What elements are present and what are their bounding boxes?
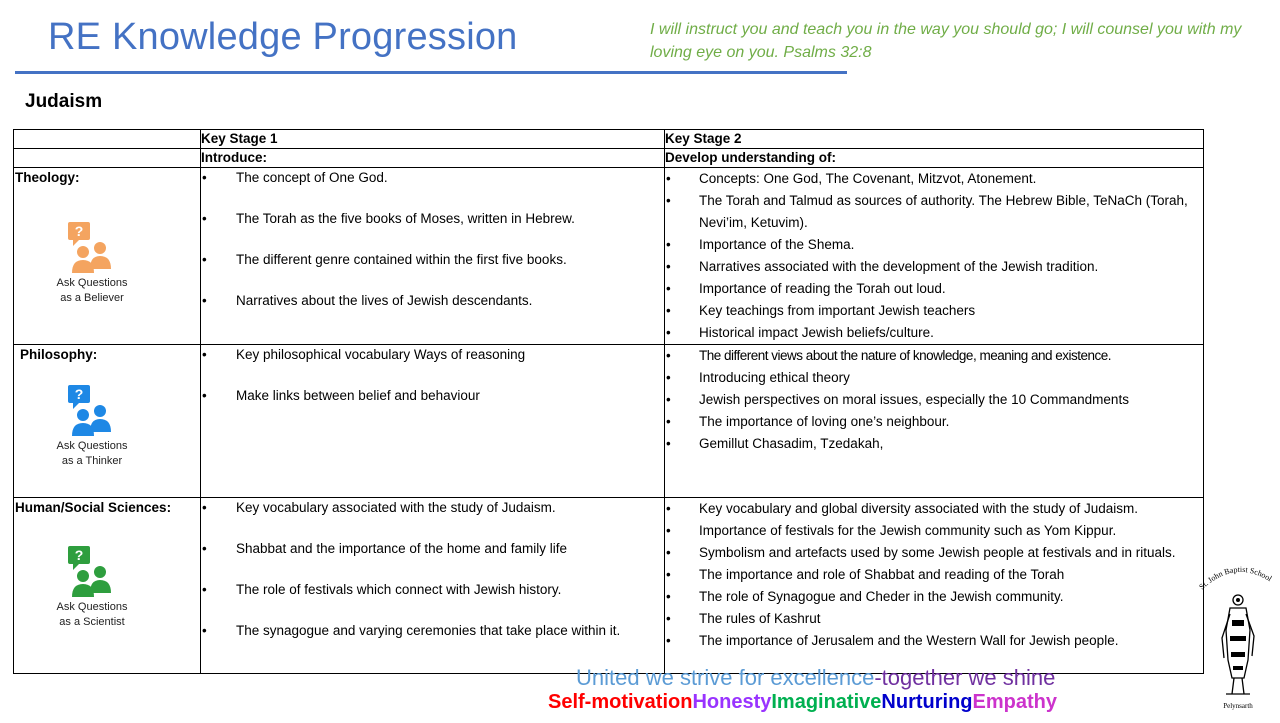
title-underline <box>15 71 847 74</box>
motto-tail: -together we shine <box>874 665 1056 690</box>
table-row-philosophy <box>14 345 1204 498</box>
column-header-ks1: Key Stage 1 <box>201 130 665 149</box>
list-item: • The role of festivals which connect with Jewish history. <box>201 581 664 599</box>
value-self-motivation: Self-motivation <box>548 691 693 713</box>
column-header-ks2: Key Stage 2 <box>665 130 1204 149</box>
category-cell-philosophy <box>14 345 201 498</box>
ks2-cell-philosophy <box>665 345 1204 498</box>
subheader-blank-cell <box>14 149 201 168</box>
scripture-quote: I will instruct you and teach you in the way you should go; I will counsel you with my loving eye on you. Psalms 32:8 <box>650 21 1242 61</box>
list-item: • The different genre contained within the first five books. <box>201 251 664 269</box>
list-item: • The Torah as the five books of Moses, written in Hebrew. <box>201 210 664 228</box>
list-item: • The importance and role of Shabbat and reading of the Torah <box>665 564 1203 586</box>
icon-caption-line2: as a Thinker <box>61 455 123 467</box>
list-item: • Importance of the Shema. <box>665 234 1203 256</box>
school-values <box>548 691 1057 714</box>
header-blank-cell <box>14 130 201 149</box>
subheader-ks2: Develop understanding of: <box>665 149 1204 168</box>
list-item: • The importance of loving one’s neighbour. <box>665 411 1203 433</box>
school-motto <box>576 665 1055 691</box>
ks1-cell-theology <box>201 168 665 345</box>
value-honesty: Honesty <box>692 691 772 713</box>
list-item: • Importance of festivals for the Jewish community such as Yom Kippur. <box>665 520 1203 542</box>
list-item: • The importance of Jerusalem and the Western Wall for Jewish people. <box>665 630 1203 652</box>
list-item: • Make links between belief and behaviour <box>201 387 664 405</box>
category-cell-human-social-sciences <box>14 498 201 674</box>
list-item: • Symbolism and artefacts used by some Jewish people at festivals and in rituals. <box>665 542 1203 564</box>
believer-icon-group <box>32 220 152 306</box>
list-item: • Narratives about the lives of Jewish descendants. <box>201 292 664 310</box>
list-item: • Key philosophical vocabulary Ways of reasoning <box>201 346 664 364</box>
school-logo <box>1196 560 1280 718</box>
ks2-cell-theology <box>665 168 1204 345</box>
ks2-list <box>665 498 1203 652</box>
list-item: • Shabbat and the importance of the home and family life <box>201 540 664 558</box>
ks2-cell-human-social-sciences <box>665 498 1204 674</box>
ks2-list <box>665 345 1203 455</box>
ask-questions-thinker-icon <box>64 383 120 439</box>
svg-text:?: ? <box>74 386 84 402</box>
category-label: Philosophy: <box>20 347 98 362</box>
value-imaginative: Imaginative <box>771 691 882 713</box>
category-label: Theology: <box>15 170 80 185</box>
thinker-icon-group <box>32 383 152 469</box>
list-item: • Narratives associated with the development of the Jewish tradition. <box>665 256 1203 278</box>
list-item: • The role of Synagogue and Cheder in the Jewish community. <box>665 586 1203 608</box>
icon-caption-line2: as a Scientist <box>59 616 125 628</box>
ks1-list <box>201 499 664 640</box>
icon-caption-line1: Ask Questions <box>56 277 128 289</box>
svg-text:?: ? <box>74 223 84 239</box>
ks1-cell-human-social-sciences <box>201 498 665 674</box>
ks1-list <box>201 169 664 310</box>
subheader-ks1: Introduce: <box>201 149 665 168</box>
icon-caption-line1: Ask Questions <box>56 440 128 452</box>
list-item: • Introducing ethical theory <box>665 367 1203 389</box>
table-row-theology <box>14 168 1204 345</box>
ask-questions-believer-icon <box>64 220 120 276</box>
knowledge-progression-table <box>13 129 1204 674</box>
list-item: • Key teachings from important Jewish teachers <box>665 300 1203 322</box>
list-item: • The concept of One God. <box>201 169 664 187</box>
category-label: Human/Social Sciences: <box>15 500 172 515</box>
list-item: • The synagogue and varying ceremonies that take place within it. <box>201 622 664 640</box>
svg-text:?: ? <box>74 547 84 563</box>
list-item: • Historical impact Jewish beliefs/culture. <box>665 322 1203 344</box>
list-item: • The Torah and Talmud as sources of authority. The Hebrew Bible, TeNaCh (Torah, Nevi’im, Ketuvim). <box>665 190 1203 234</box>
ks1-list <box>201 346 664 405</box>
ks2-list <box>665 168 1203 344</box>
ks1-cell-philosophy <box>201 345 665 498</box>
school-crest-icon <box>1196 560 1280 718</box>
subheader-row <box>14 149 1204 168</box>
subject-heading: Judaism <box>25 91 103 112</box>
motto-main: United we strive for excellence <box>576 665 875 690</box>
school-name-arc: St. John Baptist School <box>1197 564 1274 592</box>
value-empathy: Empathy <box>972 691 1057 713</box>
list-item: • Key vocabulary associated with the study of Judaism. <box>201 499 664 517</box>
column-header-row <box>14 130 1204 149</box>
ask-questions-scientist-icon <box>64 544 120 600</box>
list-item: • The different views about the nature of knowledge, meaning and existence. <box>665 345 1203 367</box>
school-place-label: Pelynsarth <box>1223 702 1253 710</box>
list-item: • Importance of reading the Torah out loud. <box>665 278 1203 300</box>
list-item: • Jewish perspectives on moral issues, especially the 10 Commandments <box>665 389 1203 411</box>
icon-caption-line2: as a Believer <box>60 292 124 304</box>
page-title: RE Knowledge Progression <box>48 16 518 58</box>
table-row-human-social-sciences <box>14 498 1204 674</box>
list-item: • Key vocabulary and global diversity associated with the study of Judaism. <box>665 498 1203 520</box>
svg-text:St. John Baptist School <box>1197 565 1274 591</box>
value-nurturing: Nurturing <box>881 691 973 713</box>
scientist-icon-group <box>32 544 152 630</box>
icon-caption-line1: Ask Questions <box>56 601 128 613</box>
list-item: • The rules of Kashrut <box>665 608 1203 630</box>
list-item: • Concepts: One God, The Covenant, Mitzvot, Atonement. <box>665 168 1203 190</box>
list-item: • Gemillut Chasadim, Tzedakah, <box>665 433 1203 455</box>
category-cell-theology <box>14 168 201 345</box>
